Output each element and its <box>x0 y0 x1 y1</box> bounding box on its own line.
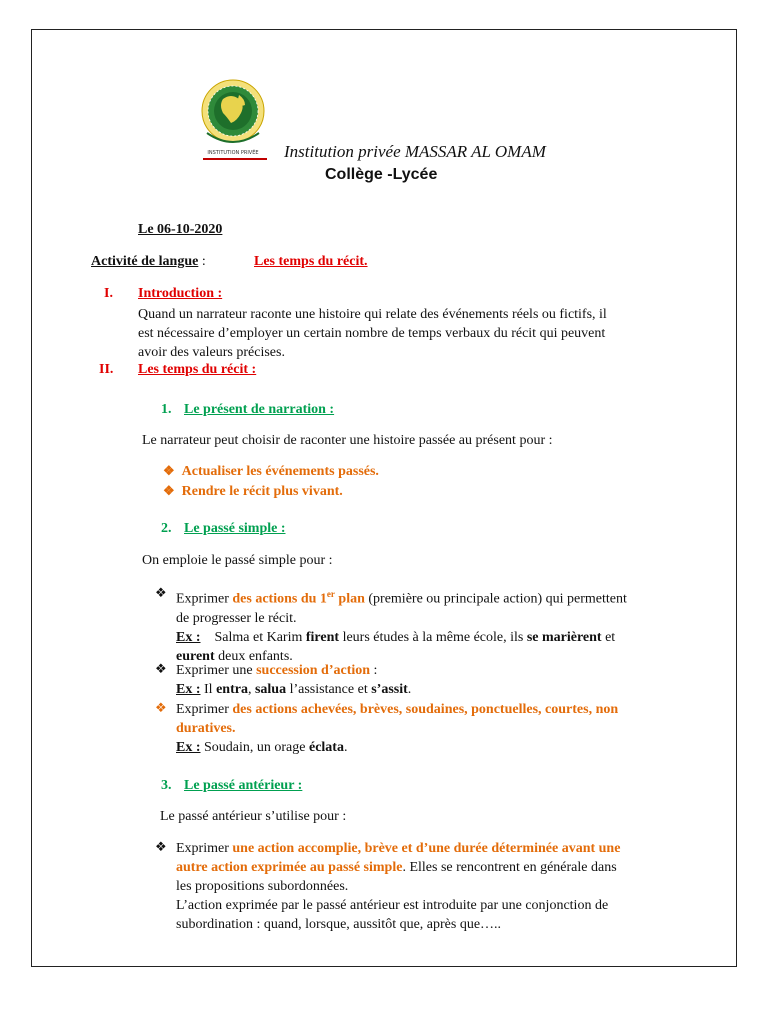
section1-line: est nécessaire d’employer un certain nombre de temps verbaux du récit qui peuvent <box>138 326 606 341</box>
superscript: er <box>326 589 335 599</box>
text: . Elles se rencontrent en générale dans <box>402 860 617 875</box>
text: Exprimer <box>176 702 233 717</box>
text: . <box>343 740 348 755</box>
highlight: succession d’action <box>256 663 371 678</box>
text: de progresser le récit. <box>176 610 297 626</box>
section2-number: II. <box>99 362 114 377</box>
text: (première ou principale action) qui permettent <box>364 591 627 607</box>
text: Exprimer <box>176 591 233 607</box>
text: , <box>247 682 255 697</box>
sub1-title: Le présent de narration : <box>184 402 335 417</box>
section2-title: Les temps du récit : <box>138 362 257 377</box>
diamond-bullet-icon: ❖ <box>163 463 175 478</box>
text: L’action exprimée par le passé antérieur est introduite par une conjonction de <box>176 898 609 913</box>
sub2-intro: On emploie le passé simple pour : <box>142 553 333 568</box>
highlight: duratives. <box>176 721 236 736</box>
text: . <box>407 682 412 697</box>
sub2-bullet1 <box>176 585 627 666</box>
sub2-number: 2. <box>161 521 172 536</box>
highlight: autre action exprimée au passé simple <box>176 860 403 875</box>
diamond-bullet-icon: ❖ <box>155 661 167 676</box>
highlight: des actions achevées, brèves, soudaines, ponctuelles, courtes, non <box>232 702 619 717</box>
sub2-bullet2 <box>176 661 411 699</box>
sub2-title: Le passé simple : <box>184 521 286 536</box>
diamond-bullet-icon: ❖ <box>155 585 167 600</box>
institution-name: Institution privée MASSAR AL OMAM <box>284 142 546 161</box>
diamond-bullet-icon: ❖ <box>163 483 175 498</box>
activity-sep: : <box>198 254 206 269</box>
verb: s’assit <box>371 682 408 697</box>
text: Soudain, un orage <box>200 740 309 755</box>
date <box>138 222 222 238</box>
section1-paragraph <box>138 305 607 362</box>
ex-label: Ex : <box>176 682 201 697</box>
diamond-bullet-icon: ❖ <box>155 839 167 854</box>
section1-line: Quand un narrateur raconte une histoire qui relate des événements réels ou fictifs, il <box>138 307 607 322</box>
text: Salma et Karim <box>200 629 306 645</box>
text: Il <box>200 682 217 697</box>
highlight: des actions du 1 <box>232 591 327 607</box>
logo-underline <box>203 158 267 160</box>
sub1-bullet <box>163 463 379 480</box>
activity-label: Activité de langue <box>91 254 199 269</box>
diamond-bullet-icon: ❖ <box>155 700 167 715</box>
section1-title: Introduction : <box>138 286 223 301</box>
verb: éclata <box>308 740 344 755</box>
text: deux enfants. <box>214 648 293 664</box>
bullet-text: Rendre le récit plus vivant. <box>181 484 343 499</box>
sub1-intro: Le narrateur peut choisir de raconter une histoire passée au présent pour : <box>142 433 553 448</box>
text: : <box>370 663 378 678</box>
section1-line: avoir des valeurs précises. <box>138 345 285 360</box>
ex-label: Ex : <box>176 740 201 755</box>
sub3-title: Le passé antérieur : <box>184 778 303 793</box>
sub2-bullet3 <box>176 700 618 757</box>
text: Exprimer <box>176 841 233 856</box>
date-text: Le 06-10-2020 <box>138 222 223 237</box>
text: et <box>601 629 616 645</box>
verb: se marièrent <box>526 629 602 645</box>
ex-label: Ex : <box>176 629 201 645</box>
text: les propositions subordonnées. <box>176 879 349 894</box>
sub3-number: 3. <box>161 778 172 793</box>
text: l’assistance et <box>286 682 372 697</box>
activity-title: Les temps du récit. <box>254 254 368 269</box>
svg-text:INSTITUTION PRIVÉE: INSTITUTION PRIVÉE <box>207 150 259 156</box>
highlight: plan <box>334 591 365 607</box>
sub3-bullet1 <box>176 839 620 934</box>
college-lycee-title: Collège -Lycée <box>325 166 438 183</box>
bullet-text: Actualiser les événements passés. <box>181 464 379 479</box>
sub1-number: 1. <box>161 402 172 417</box>
globe-emblem-icon <box>199 75 267 159</box>
highlight: une action accomplie, brève et d’une durée déterminée avant une <box>232 841 621 856</box>
verb: salua <box>254 682 287 697</box>
verb: eurent <box>176 648 215 664</box>
text: leurs études à la même école, ils <box>339 629 527 645</box>
verb: firent <box>305 629 340 645</box>
sub3-intro: Le passé antérieur s’utilise pour : <box>160 809 347 824</box>
verb: entra <box>216 682 248 697</box>
sub1-bullet <box>163 483 343 500</box>
activity-line <box>91 254 206 270</box>
text: Exprimer une <box>176 663 257 678</box>
section1-number: I. <box>104 286 113 301</box>
text: subordination : quand, lorsque, aussitôt que, après que….. <box>176 917 502 932</box>
